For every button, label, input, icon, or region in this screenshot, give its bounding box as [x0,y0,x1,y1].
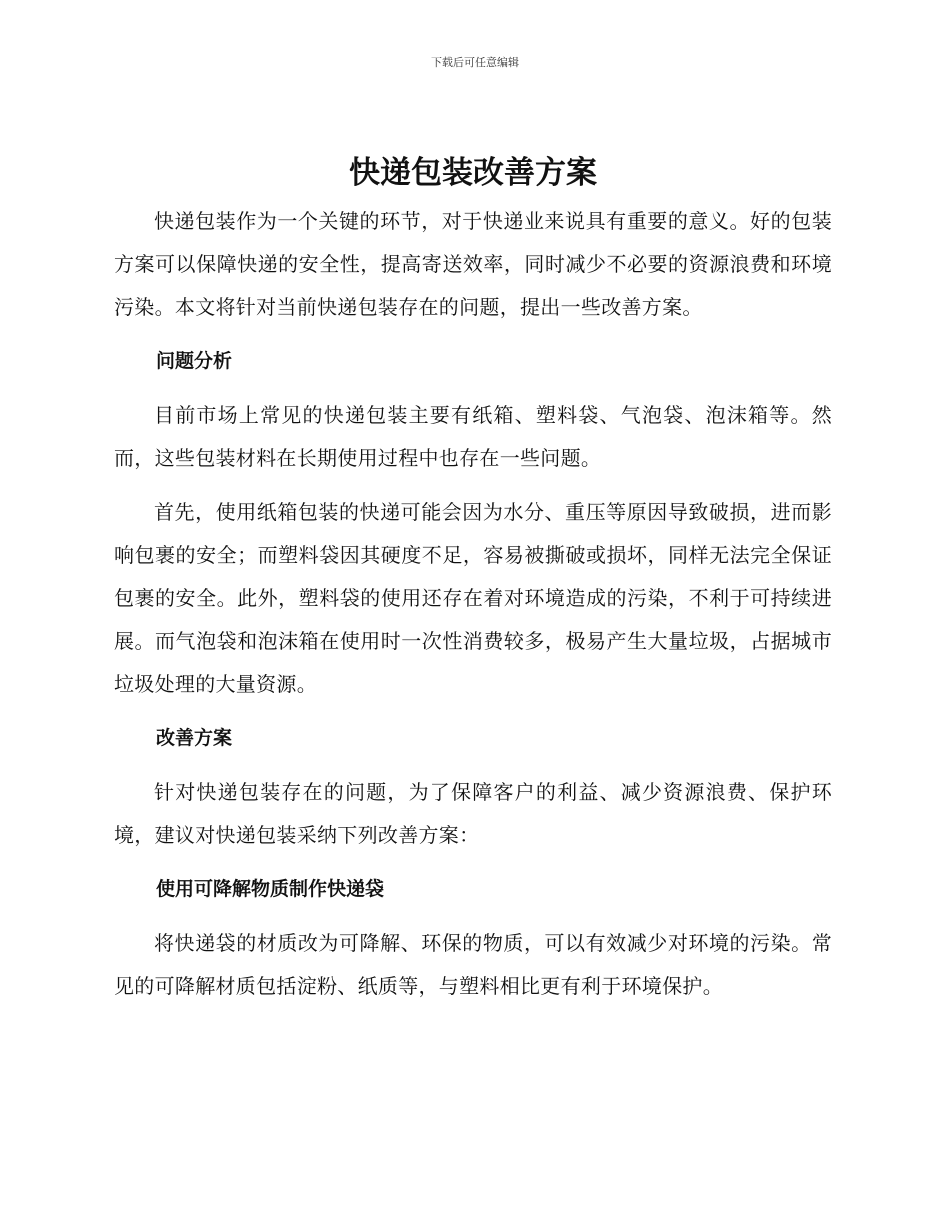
section-heading-degradable-bags: 使用可降解物质制作快递袋 [156,878,385,900]
intro-paragraph: 快递包装作为一个关键的环节，对于快递业来说具有重要的意义。好的包装方案可以保障快递的安全性，提高寄送效率，同时减少不必要的资源浪费和环境污染。本文将针对当前快递包装存在的问题，提出一些改善方案。 [114,209,832,319]
document-title: 快递包装改善方案 [349,155,597,191]
document-body [114,146,832,1008]
paragraph-improvement-intro: 针对快递包装存在的问题，为了保障客户的利益、减少资源浪费、保护环境，建议对快递包装采纳下列改善方案： [114,780,832,847]
paragraph-problem-overview: 目前市场上常见的快递包装主要有纸箱、塑料袋、气泡袋、泡沫箱等。然而，这些包装材料在长期使用过程中也存在一些问题。 [114,403,832,470]
header-note: 下载后可任意编辑 [431,56,519,69]
section-heading-problem-analysis: 问题分析 [156,350,233,372]
paragraph-degradable-bags: 将快递袋的材质改为可降解、环保的物质，可以有效减少对环境的污染。常见的可降解材质包括淀粉、纸质等，与塑料相比更有利于环境保护。 [114,931,832,998]
section-heading-improvement-plan: 改善方案 [156,727,233,749]
paragraph-problem-details: 首先，使用纸箱包装的快递可能会因为水分、重压等原因导致破损，进而影响包裹的安全；而塑料袋因其硬度不足，容易被撕破或损坏，同样无法完全保证包裹的安全。此外，塑料袋的使用还存在着对环境造成的污染，不利于可持续进展。而气泡袋和泡沫箱在使用时一次性消费较多，极易产生大量垃圾，占据城市垃圾处理的大量资源。 [114,500,832,696]
